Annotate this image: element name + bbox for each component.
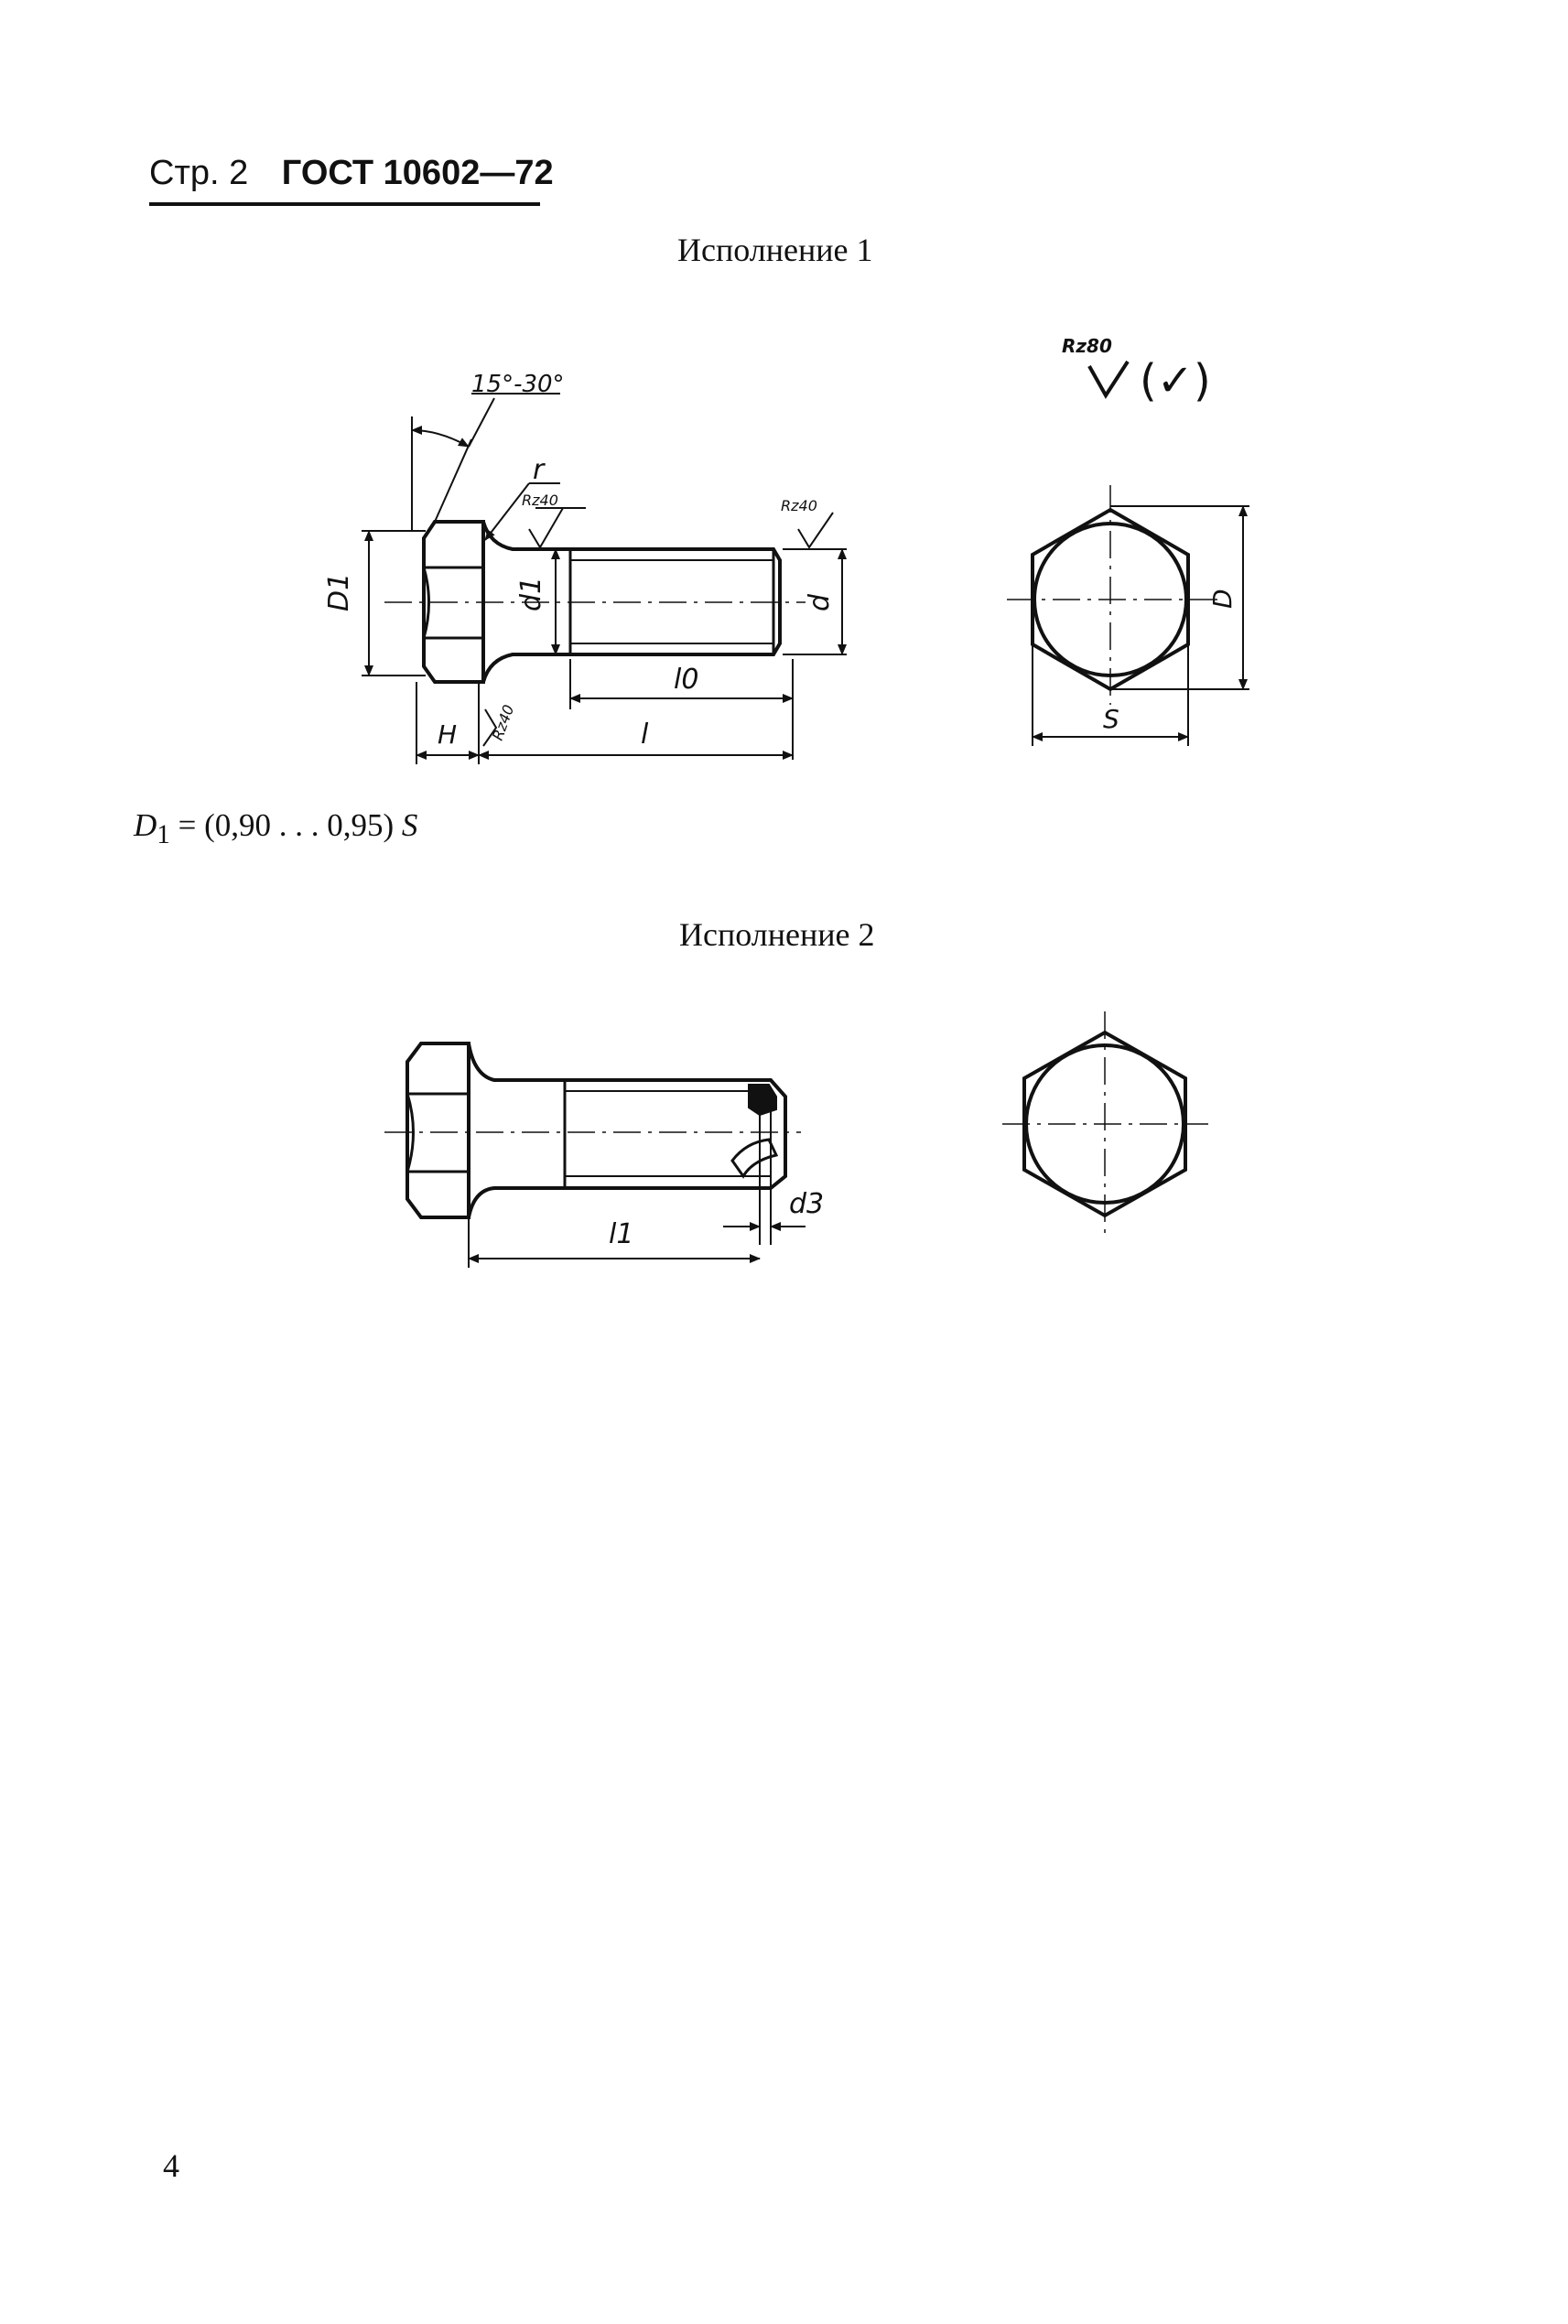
formula-rhs: = (0,90 . . . 0,95) <box>178 807 395 843</box>
bolt-side-view-1 <box>384 522 806 682</box>
l1-label: l1 <box>609 1218 634 1250</box>
variant2-caption: Исполнение 2 <box>679 916 875 953</box>
roughness-label-a: Rz40 <box>522 492 558 509</box>
d3-label: d3 <box>789 1188 825 1220</box>
page-label: Стр. 2 <box>149 154 249 192</box>
D-label: D <box>1207 589 1238 609</box>
hex-end-view-2 <box>1002 1011 1208 1236</box>
d-label: d <box>804 593 836 611</box>
angle-label: 15°-30° <box>471 371 565 398</box>
page-number: 4 <box>163 2147 179 2184</box>
formula-lhs: D <box>134 807 157 843</box>
roughness-label-c: Rz40 <box>488 702 518 743</box>
formula-rhs-var: S <box>401 807 418 843</box>
roughness-rz80: Rz80 <box>1062 335 1112 357</box>
roughness-symbol <box>1062 335 1211 406</box>
standard-number: ГОСТ 10602—72 <box>281 154 554 192</box>
l0-label: l0 <box>674 664 699 696</box>
radius-label: r <box>533 454 545 486</box>
D1-label: D1 <box>323 572 355 611</box>
S-label: S <box>1103 704 1119 734</box>
variant1-caption: Исполнение 1 <box>677 232 873 268</box>
roughness-paren-check: (✓) <box>1140 355 1211 406</box>
check-icon <box>1089 362 1128 395</box>
hex-end-view-1 <box>1007 485 1249 746</box>
bolt-side-view-2 <box>384 1043 801 1245</box>
formula-lhs-sub: 1 <box>157 820 170 849</box>
l-label: l <box>641 719 649 751</box>
roughness-label-b: Rz40 <box>781 497 817 514</box>
d1-label: d1 <box>515 576 547 611</box>
dimensions-variant2 <box>469 1217 806 1268</box>
H-label: H <box>438 719 458 750</box>
